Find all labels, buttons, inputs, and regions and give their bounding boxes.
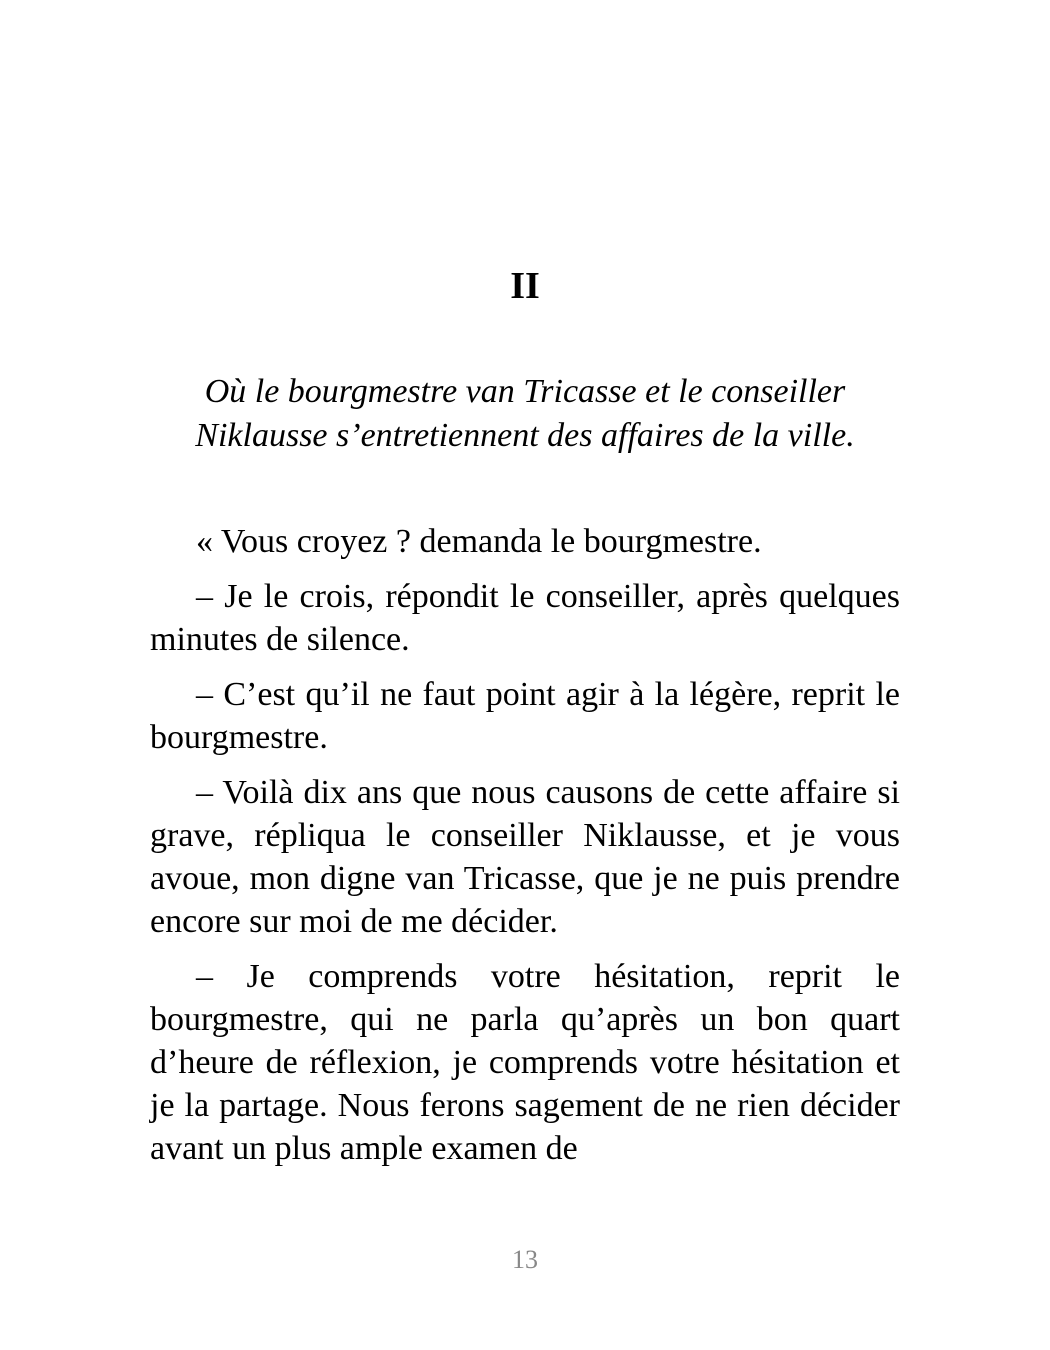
paragraph: – Je le crois, répondit le conseiller, après quelques minutes de silence.	[150, 578, 900, 658]
paragraph: – Je comprends votre hésitation, reprit le bourgmestre, qui ne parla qu’après un bon quart d’heure de réflexion, je comprends votre hésitation et je la partage. Nous ferons sagement de ne rien décider avant un plus ample examen de	[150, 958, 900, 1167]
body-text	[150, 520, 900, 1182]
paragraph: « Vous croyez ? demanda le bourgmestre.	[196, 523, 762, 560]
page-number: 13	[512, 1245, 538, 1274]
paragraph: – C’est qu’il ne faut point agir à la légère, reprit le bourgmestre.	[150, 676, 900, 756]
chapter-subtitle	[150, 370, 900, 458]
chapter-number: II	[510, 265, 540, 307]
chapter-subtitle-line: Niklausse s’entretiennent des affaires de la ville.	[195, 417, 855, 454]
paragraph: – Voilà dix ans que nous causons de cette affaire si grave, répliqua le conseiller Niklausse, et je vous avoue, mon digne van Tricasse, que je ne puis prendre encore sur moi de me décider.	[150, 774, 900, 940]
chapter-subtitle-line: Où le bourgmestre van Tricasse et le conseiller	[204, 373, 846, 410]
